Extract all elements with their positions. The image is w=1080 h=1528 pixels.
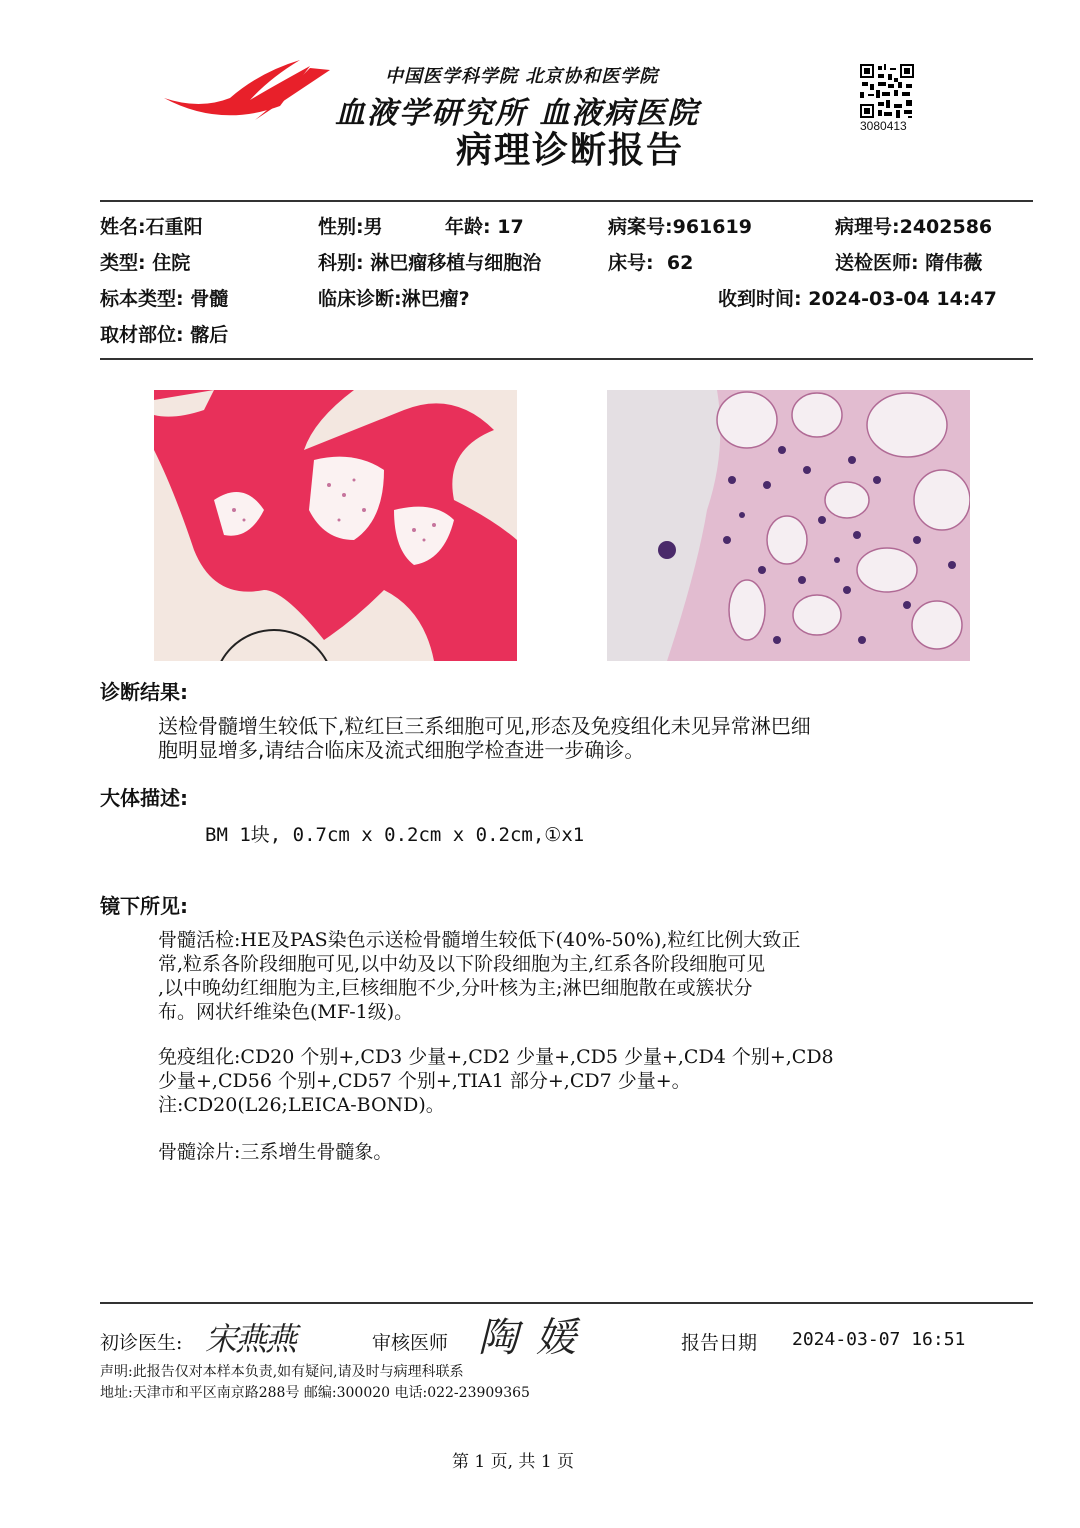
age-label: 年龄: [445, 216, 491, 238]
report-date: 2024-03-07 16:51 [792, 1329, 966, 1350]
micro-line: 骨髓活检:HE及PAS染色示送检骨髓增生较低下(40%-50%),粒红比例大致正 [158, 929, 801, 951]
sex-value: 男 [363, 216, 383, 238]
dept-value: 淋巴瘤移植与细胞治 [370, 252, 542, 274]
clinical-dx-field [318, 284, 470, 311]
review-doctor-signature: 陶媛 [478, 1315, 594, 1361]
micro-paragraph-3: 骨髓涂片:三系增生骨髓象。 [158, 1141, 393, 1163]
received-field [718, 284, 997, 311]
info-divider [100, 358, 1033, 360]
doctor-value: 隋伟薇 [925, 252, 983, 274]
diagnosis-text [158, 714, 970, 762]
dept-label: 科别: [318, 252, 364, 274]
case-no-value: 961619 [672, 216, 752, 238]
type-value: 住院 [152, 252, 191, 274]
clinical-dx-value: 淋巴瘤? [401, 288, 470, 310]
received-value: 2024-03-04 14:47 [808, 288, 997, 310]
first-doctor-signature: 宋燕燕 [205, 1320, 296, 1358]
report-title: 病理诊断报告 [456, 129, 685, 171]
sex-label: 性别: [318, 216, 364, 238]
bed-field [608, 248, 693, 275]
site-label: 取材部位: [100, 324, 184, 346]
age-value: 17 [497, 216, 524, 238]
diagnosis-heading: 诊断结果: [100, 680, 188, 704]
pathology-no-field [835, 212, 992, 239]
bed-value: 62 [666, 252, 694, 274]
micrograph-high-power [607, 390, 970, 661]
clinical-dx-label: 临床诊断: [318, 288, 402, 310]
case-no-label: 病案号: [608, 216, 673, 238]
micro-line: 免疫组化:CD20 个别+,CD3 少量+,CD2 少量+,CD5 少量+,CD4 个别+,CD8 [158, 1046, 834, 1068]
micrograph-low-power [154, 390, 517, 661]
footer-divider [100, 1302, 1033, 1304]
type-field [100, 248, 190, 275]
qr-number: 3080413 [860, 119, 907, 133]
micro-heading: 镜下所见: [100, 894, 188, 918]
qr-code-icon [860, 64, 914, 118]
micro-paragraph-2 [158, 1045, 970, 1117]
micrograph-high-power-image [607, 390, 970, 661]
report-date-label: 报告日期 [681, 1332, 758, 1354]
micro-line: 少量+,CD56 个别+,CD57 个别+,TIA1 部分+,CD7 少量+。 [158, 1070, 691, 1092]
micro-line: 常,粒系各阶段细胞可见,以中幼及以下阶段细胞为主,红系各阶段细胞可见 [158, 953, 766, 975]
diagnosis-line: 胞明显增多,请结合临床及流式细胞学检查进一步确诊。 [158, 738, 645, 762]
age-field [445, 212, 524, 239]
micro-paragraph-1 [158, 928, 970, 1024]
gross-heading: 大体描述: [100, 786, 188, 810]
pathology-no-label: 病理号: [835, 216, 900, 238]
disclaimer: 声明:此报告仅对本样本负责,如有疑问,请及时与病理科联系 [100, 1364, 464, 1380]
specimen-type-value: 骨髓 [190, 288, 229, 310]
gross-text: BM 1块, 0.7cm x 0.2cm x 0.2cm,①x1 [205, 824, 585, 846]
micro-line: 布。网状纤维染色(MF-1级)。 [158, 1001, 414, 1023]
page-number: 第 1 页, 共 1 页 [452, 1452, 575, 1472]
specimen-type-field [100, 284, 228, 311]
case-no-field [608, 212, 752, 239]
doctor-field [835, 248, 982, 275]
name-field [100, 212, 203, 239]
site-value: 髂后 [190, 324, 229, 346]
pathology-no-value: 2402586 [899, 216, 993, 238]
received-label: 收到时间: [718, 288, 802, 310]
header-divider [100, 200, 1033, 202]
type-label: 类型: [100, 252, 146, 274]
doctor-label: 送检医师: [835, 252, 919, 274]
name-value: 石重阳 [145, 216, 203, 238]
institution-name-line2: 血液学研究所 血液病医院 [335, 96, 700, 131]
site-field [100, 320, 228, 347]
first-doctor-label: 初诊医生: [100, 1332, 183, 1354]
diagnosis-line: 送检骨髓增生较低下,粒红巨三系细胞可见,形态及免疫组化未见异常淋巴细 [158, 714, 811, 738]
sex-field [318, 212, 383, 239]
hospital-logo [160, 58, 340, 128]
micro-line: 注:CD20(L26;LEICA-BOND)。 [158, 1094, 445, 1116]
micro-line: ,以中晚幼红细胞为主,巨核细胞不少,分叶核为主;淋巴细胞散在或簇状分 [158, 977, 753, 999]
specimen-type-label: 标本类型: [100, 288, 184, 310]
bed-label: 床号: [608, 252, 654, 274]
review-doctor-label: 审核医师 [372, 1332, 449, 1354]
name-label: 姓名: [100, 216, 146, 238]
address: 地址:天津市和平区南京路288号 邮编:300020 电话:022-23909365 [100, 1385, 530, 1401]
micrograph-low-power-image [154, 390, 517, 661]
dept-field [318, 248, 541, 275]
institution-name-line1: 中国医学科学院 北京协和医学院 [385, 66, 659, 87]
